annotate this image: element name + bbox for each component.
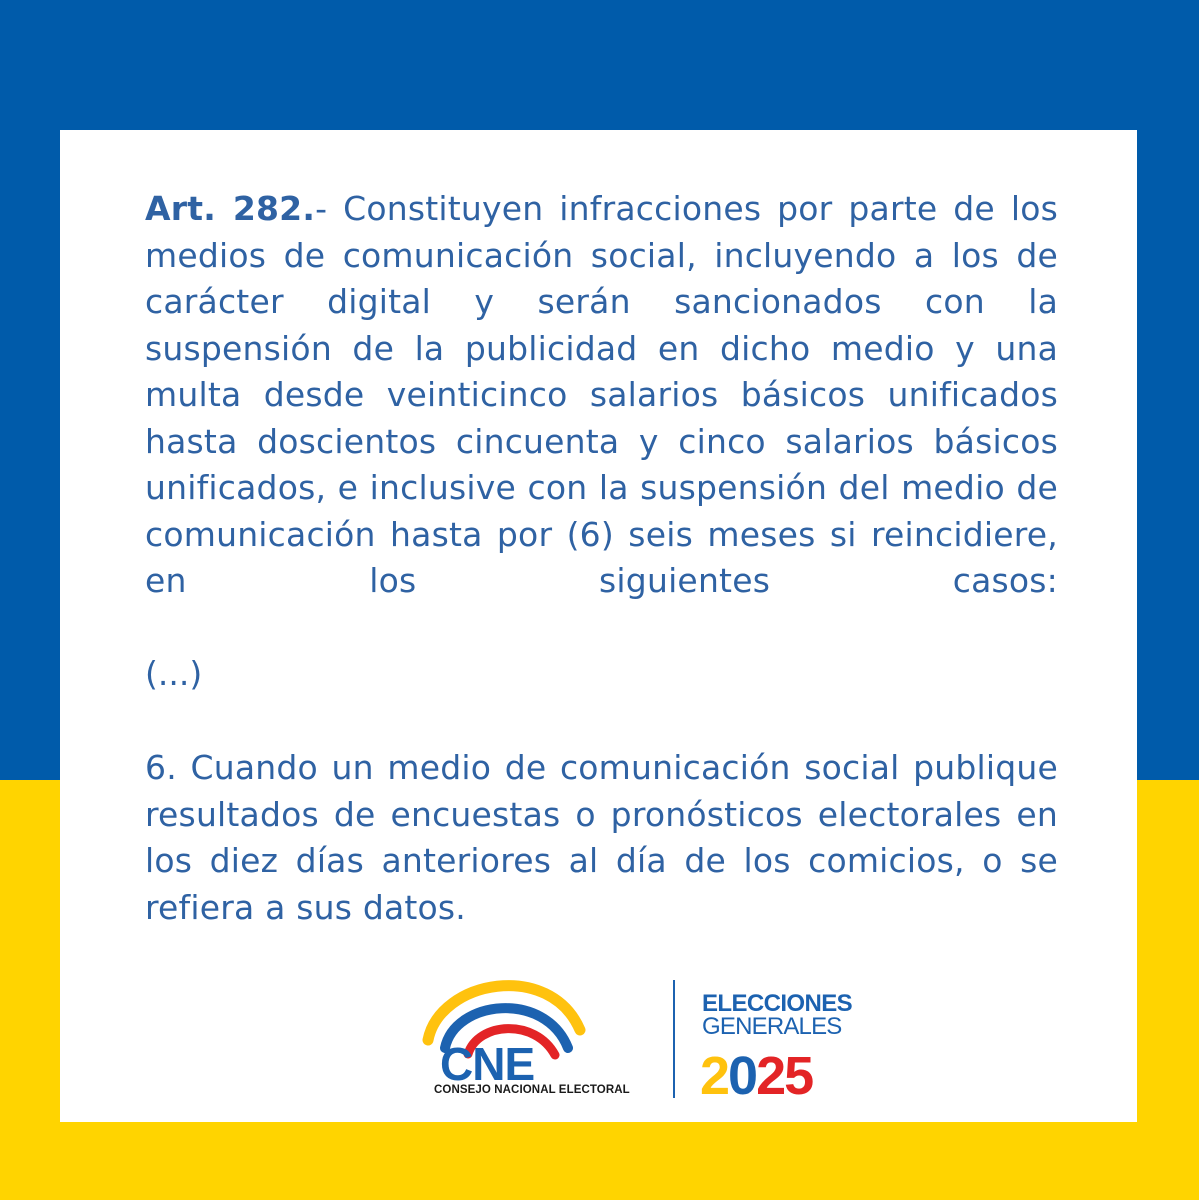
content-card: [60, 130, 1137, 1122]
footer-logos: [420, 970, 890, 1110]
cne-letters: CNE: [440, 1038, 535, 1090]
article-item-6: 6. Cuando un medio de comunicación social publique resultados de encuestas o pronósticos electorales en los diez días anteriores al día de los comicios, o se refiera a sus datos.: [145, 748, 1058, 927]
cne-caption: CONSEJO NACIONAL ELECTORAL: [434, 1084, 630, 1096]
year-text: 2025: [700, 1046, 813, 1104]
cne-logo: [420, 970, 670, 1100]
elecciones-label: ELECCIONES: [702, 990, 853, 1017]
year-2025-logo: [700, 1044, 880, 1104]
article-body: - Constituyen infracciones por parte de los medios de comunicación social, incluyendo a los de carácter digital y serán sancionados con la suspensión de la publicidad en dicho medio y una multa desde veinticinco salarios básicos unificados hasta doscientos cincuenta y cinco salarios básicos unificados, e inclusive con la suspensión del medio de comunicación hasta por (6) seis meses si reincidiere, en los siguientes casos:: [145, 189, 1058, 600]
article-number: Art. 282.: [145, 189, 316, 228]
article-paragraph: [145, 186, 1058, 605]
logo-divider: [673, 980, 675, 1098]
omission-marker: (...): [145, 654, 203, 693]
generales-label: GENERALES: [702, 1013, 842, 1040]
